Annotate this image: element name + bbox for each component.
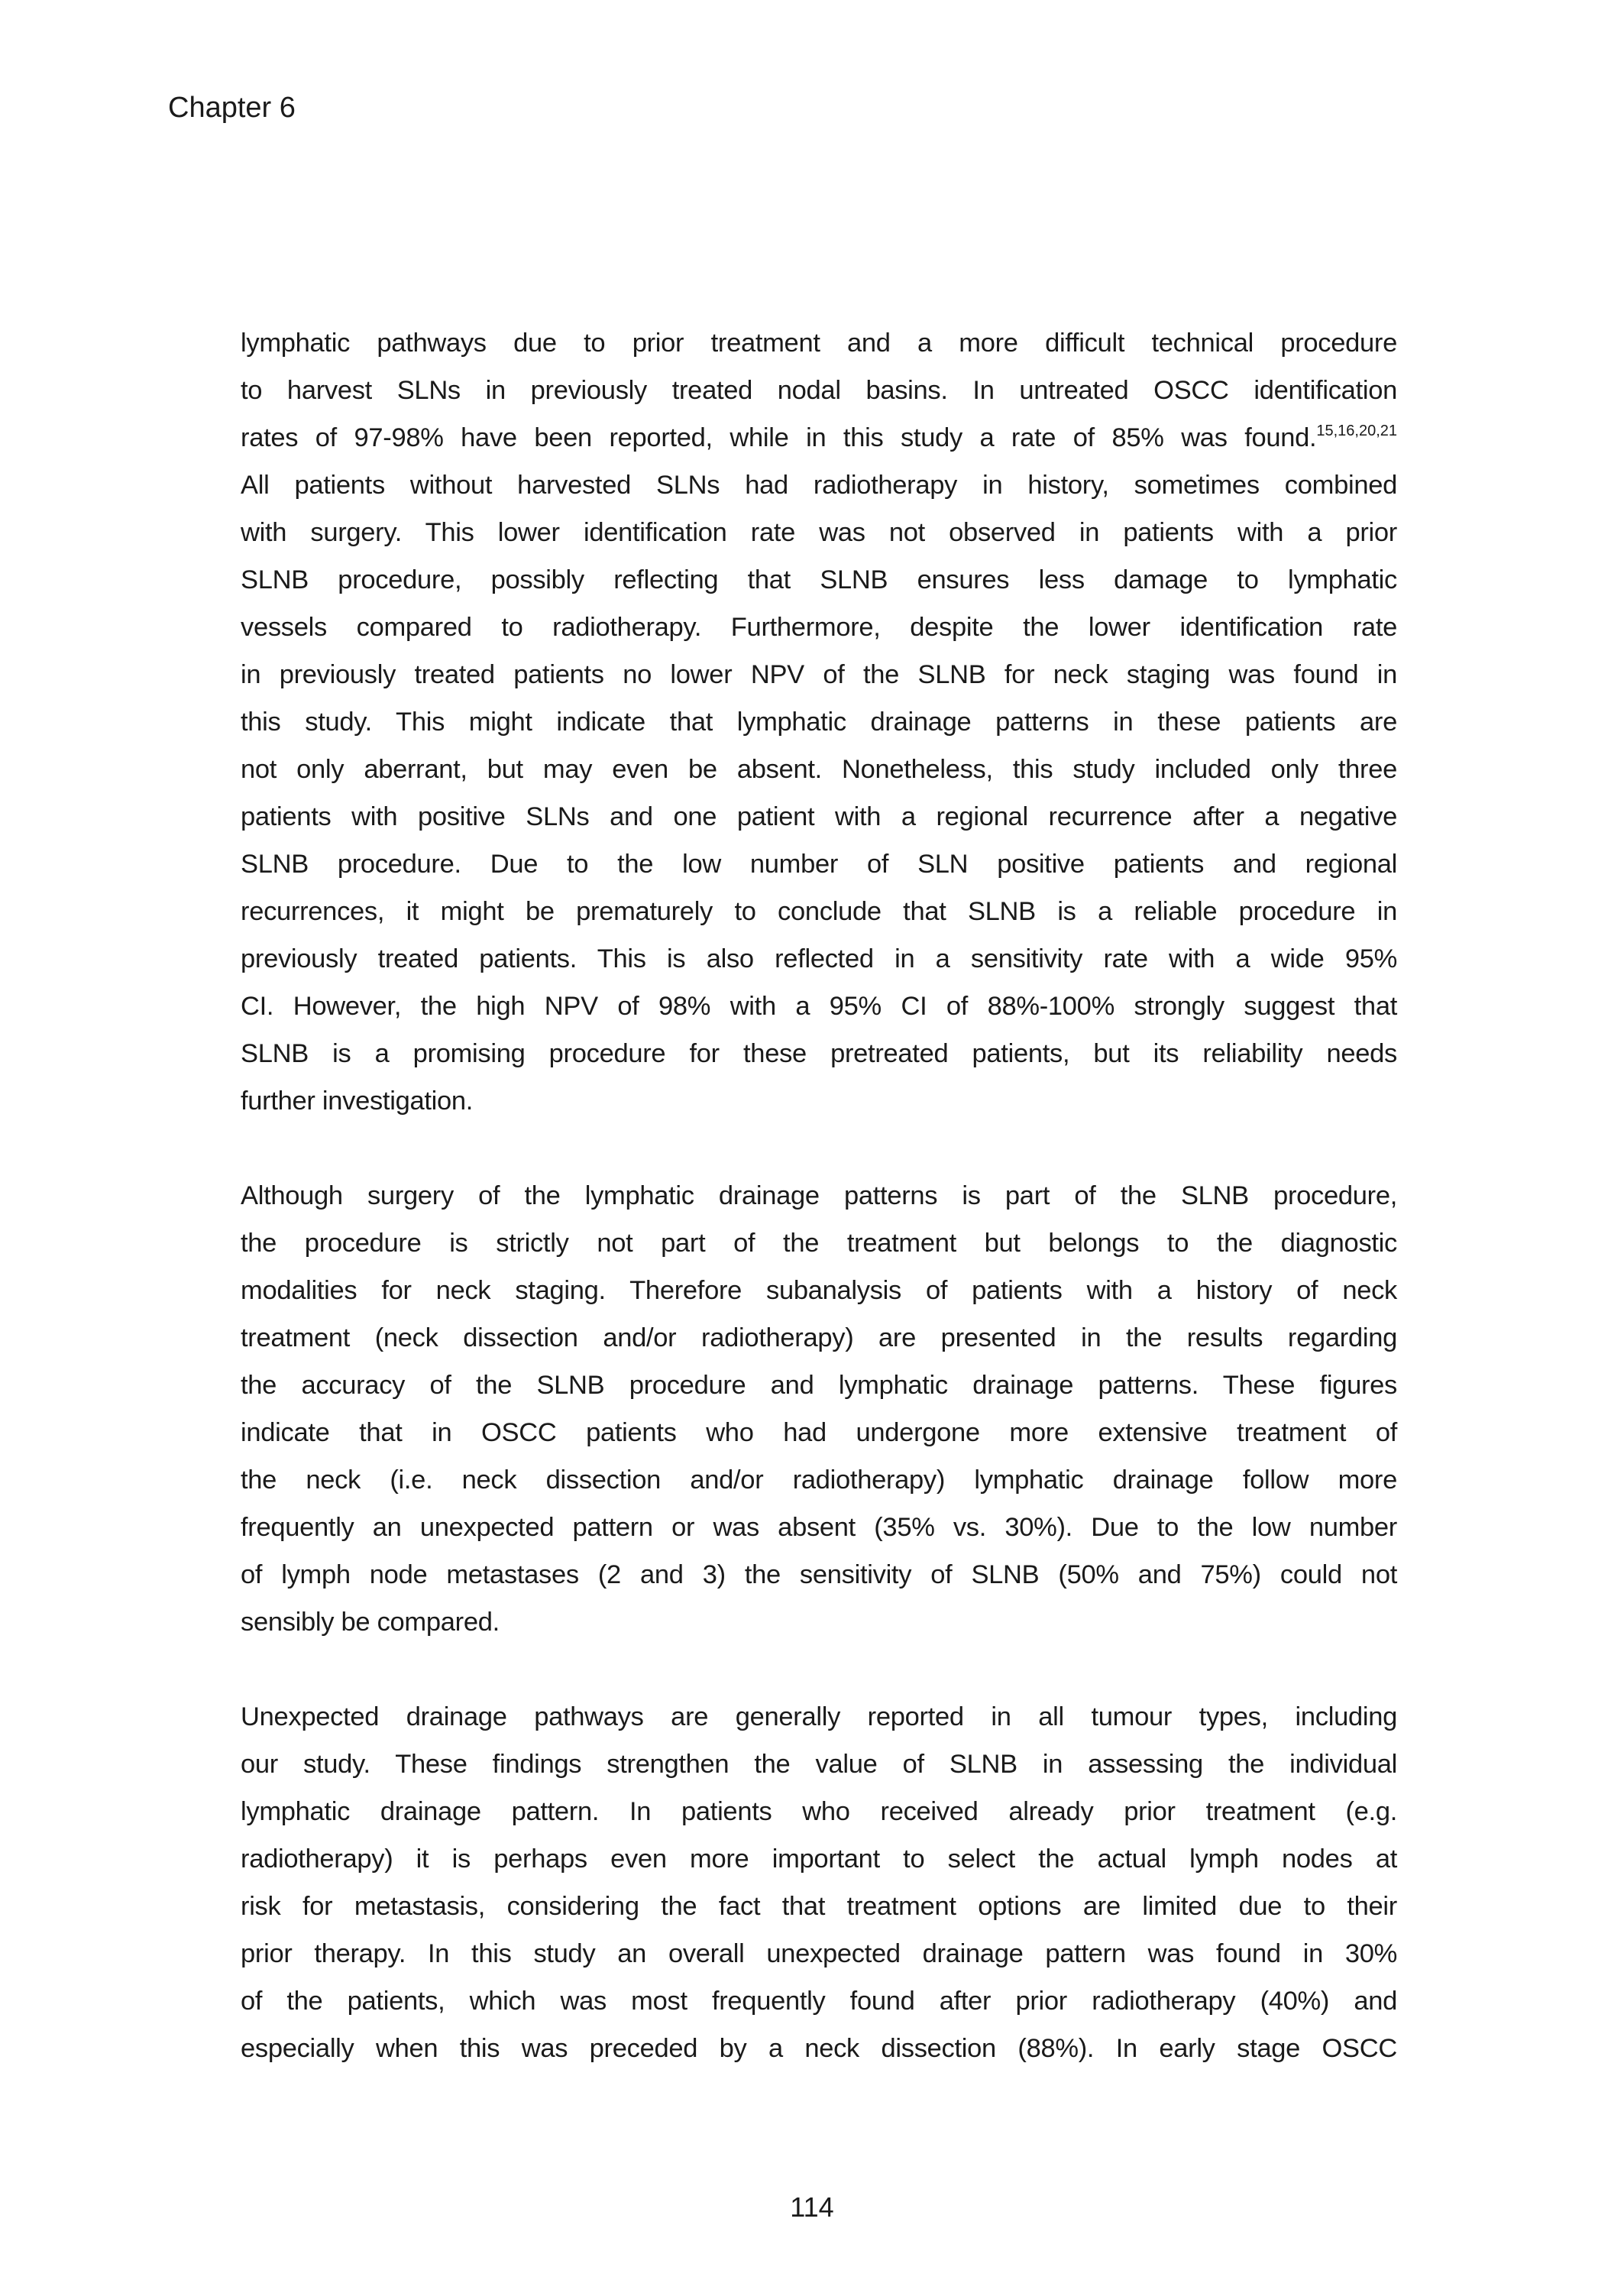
page-number: 114 [790,2191,834,2223]
line-text: rates of 97-98% have been reported, while in this study a rate of 85% was found. [241,423,1317,452]
line-text: sensibly be compared. [241,1608,500,1637]
text-line [241,319,1397,367]
text-line [241,651,1397,698]
line-text: radiotherapy) it is perhaps even more important to select the actual lymph nodes at [241,1844,1397,1874]
line-text: in previously treated patients no lower NPV of the SLNB for neck staging was found in [241,660,1397,689]
paragraph [241,1693,1397,2072]
text-line [241,1409,1397,1456]
line-text: the procedure is strictly not part of the treatment but belongs to the diagnostic [241,1229,1397,1258]
line-text: of lymph node metastases (2 and 3) the sensitivity of SLNB (50% and 75%) could not [241,1560,1397,1589]
line-text: risk for metastasis, considering the fact that treatment options are limited due to their [241,1892,1397,1921]
text-line [241,1741,1397,1788]
line-text: of the patients, which was most frequently found after prior radiotherapy (40%) and [241,1987,1397,2016]
line-text: SLNB procedure, possibly reflecting that SLNB ensures less damage to lymphatic [241,565,1397,594]
text-line [241,1551,1397,1598]
line-text: the accuracy of the SLNB procedure and lymphatic drainage patterns. These figures [241,1371,1397,1400]
line-text: modalities for neck staging. Therefore subanalysis of patients with a history of neck [241,1276,1397,1305]
text-line [241,1362,1397,1409]
line-text: especially when this was preceded by a neck dissection (88%). In early stage OSCC [241,2034,1397,2063]
text-line [241,983,1397,1030]
body-text [241,319,1397,2120]
text-line [241,1930,1397,1977]
text-line [241,1835,1397,1883]
line-text: recurrences, it might be prematurely to conclude that SLNB is a reliable procedure in [241,897,1397,926]
text-line [241,1267,1397,1314]
line-text: vessels compared to radiotherapy. Furthermore, despite the lower identification rate [241,613,1397,642]
line-text: not only aberrant, but may even be absent. Nonetheless, this study included only three [241,755,1397,784]
text-line [241,1504,1397,1551]
text-line [241,1077,1397,1125]
text-line [241,2025,1397,2072]
line-text: lymphatic drainage pattern. In patients who received already prior treatment (e.g. [241,1797,1397,1826]
line-text: indicate that in OSCC patients who had undergone more extensive treatment of [241,1418,1397,1447]
text-line [241,509,1397,556]
text-line [241,746,1397,793]
text-line [241,698,1397,746]
text-line [241,1598,1397,1646]
line-text: frequently an unexpected pattern or was absent (35% vs. 30%). Due to the low number [241,1513,1397,1542]
text-line [241,604,1397,651]
text-line [241,1314,1397,1362]
line-text: with surgery. This lower identification rate was not observed in patients with a prior [241,518,1397,547]
paragraph [241,319,1397,1125]
line-text: prior therapy. In this study an overall unexpected drainage pattern was found in 30% [241,1939,1397,1968]
line-text: further investigation. [241,1087,474,1116]
line-text: our study. These findings strengthen the value of SLNB in assessing the individual [241,1750,1397,1779]
running-head: Chapter 6 [168,92,296,124]
text-line [241,1883,1397,1930]
line-text: previously treated patients. This is also reflected in a sensitivity rate with a wide 95% [241,944,1397,973]
line-text: lymphatic pathways due to prior treatment and a more difficult technical procedure [241,329,1397,358]
citation-superscript: 15,16,20,21 [1316,423,1397,439]
line-text: SLNB procedure. Due to the low number of SLN positive patients and regional [241,850,1397,879]
text-line [241,1977,1397,2025]
line-text: Unexpected drainage pathways are generally reported in all tumour types, including [241,1702,1397,1731]
line-text: treatment (neck dissection and/or radiotherapy) are presented in the results regarding [241,1323,1397,1352]
text-line [241,935,1397,983]
text-line [241,1172,1397,1219]
text-line [241,888,1397,935]
line-text: Although surgery of the lymphatic drainage patterns is part of the SLNB procedure, [241,1181,1397,1210]
text-line [241,556,1397,604]
line-text: the neck (i.e. neck dissection and/or radiotherapy) lymphatic drainage follow more [241,1466,1397,1495]
text-line [241,367,1397,414]
line-text: SLNB is a promising procedure for these pretreated patients, but its reliability needs [241,1039,1397,1068]
text-line [241,1030,1397,1077]
line-text: All patients without harvested SLNs had radiotherapy in history, sometimes combined [241,471,1397,500]
line-text: CI. However, the high NPV of 98% with a 95% CI of 88%-100% strongly suggest that [241,992,1397,1021]
line-text: patients with positive SLNs and one patient with a regional recurrence after a negative [241,802,1397,831]
text-line [241,1693,1397,1741]
text-line [241,414,1397,462]
line-text: to harvest SLNs in previously treated nodal basins. In untreated OSCC identification [241,376,1397,405]
paragraph [241,1172,1397,1646]
line-text: this study. This might indicate that lymphatic drainage patterns in these patients are [241,708,1397,737]
text-line [241,462,1397,509]
text-line [241,1219,1397,1267]
text-line [241,1788,1397,1835]
text-line [241,793,1397,840]
text-line [241,1456,1397,1504]
text-line [241,840,1397,888]
